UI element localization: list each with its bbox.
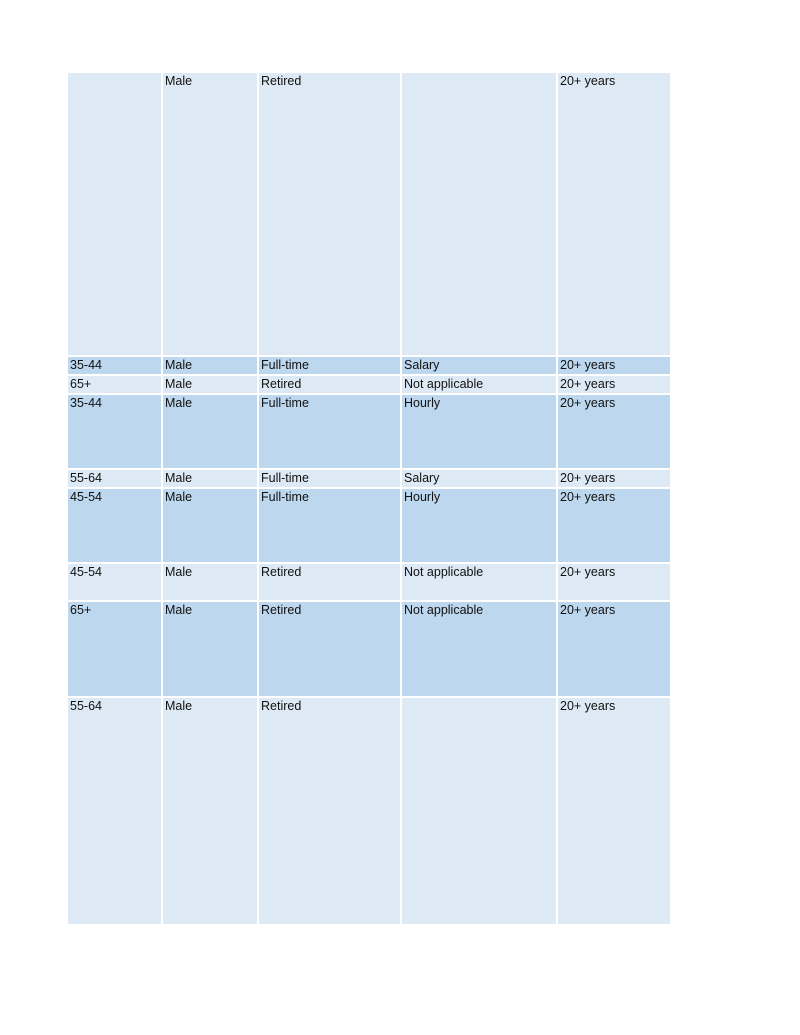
table-row bbox=[68, 357, 670, 374]
gender-cell: Male bbox=[163, 470, 257, 487]
tenure-cell: 20+ years bbox=[558, 602, 670, 696]
tenure-cell: 20+ years bbox=[558, 357, 670, 374]
gender-cell: Male bbox=[163, 564, 257, 600]
pay-cell: Not applicable bbox=[402, 602, 556, 696]
age-cell: 55-64 bbox=[68, 470, 161, 487]
employment-cell: Retired bbox=[259, 698, 400, 924]
table-row bbox=[68, 470, 670, 487]
gender-cell: Male bbox=[163, 602, 257, 696]
tenure-cell: 20+ years bbox=[558, 376, 670, 393]
gender-cell: Male bbox=[163, 357, 257, 374]
employment-cell: Full-time bbox=[259, 489, 400, 562]
age-cell: 65+ bbox=[68, 602, 161, 696]
employment-cell: Full-time bbox=[259, 470, 400, 487]
table-row bbox=[68, 602, 670, 696]
age-cell: 65+ bbox=[68, 376, 161, 393]
table-row bbox=[68, 698, 670, 924]
age-cell: 35-44 bbox=[68, 357, 161, 374]
data-table bbox=[66, 71, 672, 926]
pay-cell: Hourly bbox=[402, 395, 556, 468]
employment-cell: Retired bbox=[259, 73, 400, 355]
table-row bbox=[68, 395, 670, 468]
employment-cell: Retired bbox=[259, 602, 400, 696]
gender-cell: Male bbox=[163, 376, 257, 393]
age-cell: 35-44 bbox=[68, 395, 161, 468]
pay-cell: Not applicable bbox=[402, 376, 556, 393]
pay-cell bbox=[402, 73, 556, 355]
age-cell bbox=[68, 73, 161, 355]
gender-cell: Male bbox=[163, 395, 257, 468]
gender-cell: Male bbox=[163, 698, 257, 924]
age-cell: 55-64 bbox=[68, 698, 161, 924]
table-row bbox=[68, 376, 670, 393]
employment-cell: Retired bbox=[259, 376, 400, 393]
pay-cell: Salary bbox=[402, 357, 556, 374]
employment-cell: Retired bbox=[259, 564, 400, 600]
table-row bbox=[68, 489, 670, 562]
tenure-cell: 20+ years bbox=[558, 395, 670, 468]
gender-cell: Male bbox=[163, 73, 257, 355]
tenure-cell: 20+ years bbox=[558, 698, 670, 924]
tenure-cell: 20+ years bbox=[558, 489, 670, 562]
pay-cell bbox=[402, 698, 556, 924]
table-row bbox=[68, 564, 670, 600]
tenure-cell: 20+ years bbox=[558, 73, 670, 355]
table-row bbox=[68, 73, 670, 355]
age-cell: 45-54 bbox=[68, 564, 161, 600]
tenure-cell: 20+ years bbox=[558, 564, 670, 600]
gender-cell: Male bbox=[163, 489, 257, 562]
employment-cell: Full-time bbox=[259, 395, 400, 468]
pay-cell: Salary bbox=[402, 470, 556, 487]
tenure-cell: 20+ years bbox=[558, 470, 670, 487]
pay-cell: Hourly bbox=[402, 489, 556, 562]
employment-cell: Full-time bbox=[259, 357, 400, 374]
pay-cell: Not applicable bbox=[402, 564, 556, 600]
age-cell: 45-54 bbox=[68, 489, 161, 562]
